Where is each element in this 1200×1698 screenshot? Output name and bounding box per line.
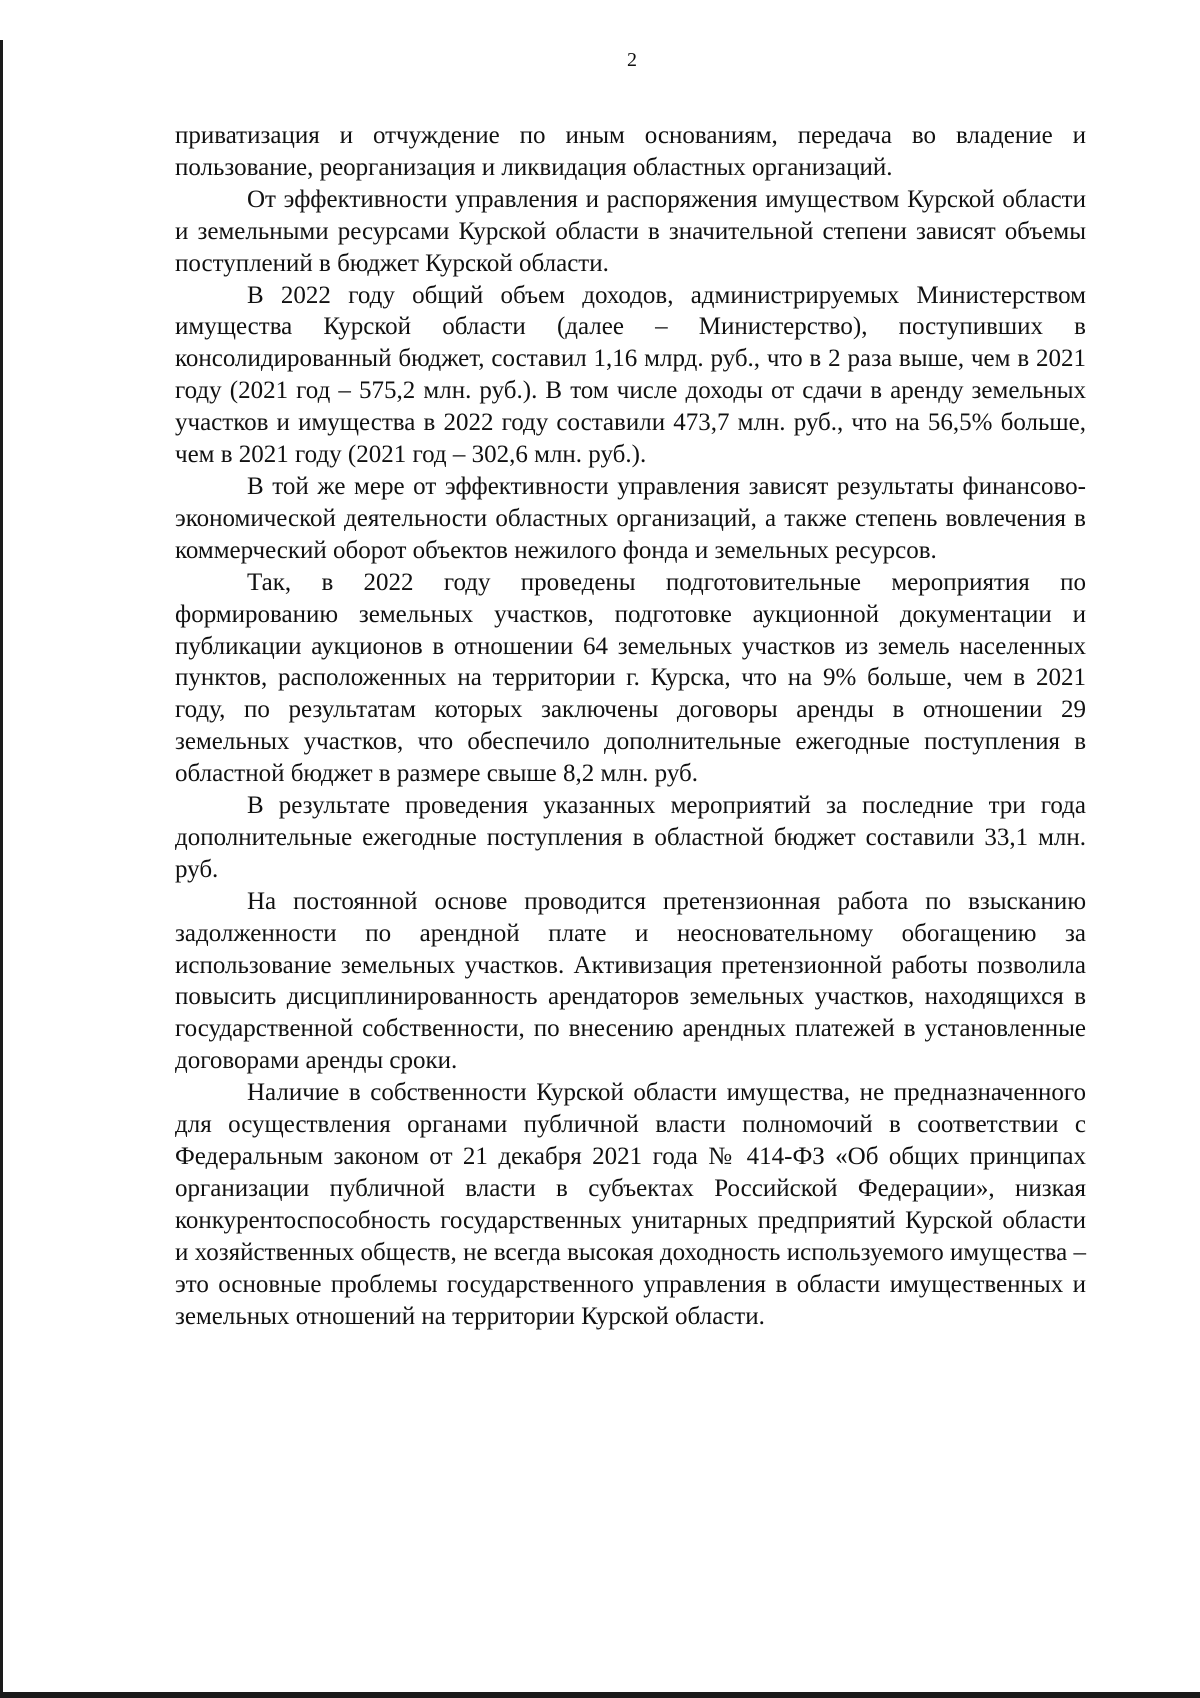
paragraph-claims-work: На постоянной основе проводится претензионная работа по взысканию задолженности по арендной плате и неосновательному обогащению за использование земельных участков. Активизация претензионной работы позволила повысить дисциплинированность арендаторов земельных участков, находящихся в государственной собственности, по внесению арендных платежей в установленные договорами аренды сроки. <box>175 887 1086 1075</box>
paragraph-continuation: приватизация и отчуждение по иным основаниям, передача во владение и пользование, реорганизация и ликвидация областных организаций. <box>175 122 1086 181</box>
paragraph-land-auctions: Так, в 2022 году проведены подготовительные мероприятия по формированию земельных участков, подготовке аукционной документации и публикации аукционов в отношении 64 земельных участков из земель населенных пунктов, расположенных на территории г. Курска, что на 9% больше, чем в 2021 году, по результатам которых заключены договоры аренды в отношении 29 земельных участков, что обеспечило дополнительные ежегодные поступления в областной бюджет в размере свыше 8,2 млн. руб. <box>175 568 1086 788</box>
paragraph-three-year-results: В результате проведения указанных мероприятий за последние три года дополнительные ежегодные поступления в областной бюджет составили 33,1 млн. руб. <box>175 792 1086 883</box>
scan-edge-left <box>0 40 3 1698</box>
page-number: 2 <box>627 49 637 71</box>
paragraph-organizations-results: В той же мере от эффективности управления зависят результаты финансово-экономической деятельности областных организаций, а также степень вовлечения в коммерческий оборот объектов нежилого фонда и земельных ресурсов. <box>175 472 1086 564</box>
scan-edge-bottom <box>0 1692 1200 1698</box>
document-body <box>175 120 1086 1332</box>
paragraph-main-problems: Наличие в собственности Курской области имущества, не предназначенного для осуществления органами публичной власти полномочий в соответствии с Федеральным законом от 21 декабря 2021 года № 414-ФЗ «Об общих принципах организации публичной власти в субъектах Российской Федерации», низкая конкурентоспособность государственных унитарных предприятий Курской области и хозяйственных обществ, не всегда высокая доходность используемого имущества – это основные проблемы государственного управления в области имущественных и земельных отношений на территории Курской области. <box>175 1079 1086 1330</box>
paragraph-property-management: От эффективности управления и распоряжения имуществом Курской области и земельными ресурсами Курской области в значительной степени зависят объемы поступлений в бюджет Курской области. <box>175 185 1086 277</box>
paragraph-2022-revenue: В 2022 году общий объем доходов, администрируемых Министерством имущества Курской области (далее – Министерство), поступивших в консолидированный бюджет, составил 1,16 млрд. руб., что в 2 раза выше, чем в 2021 году (2021 год – 575,2 млн. руб.). В том числе доходы от сдачи в аренду земельных участков и имущества в 2022 году составили 473,7 млн. руб., что на 56,5% больше, чем в 2021 году (2021 год – 302,6 млн. руб.). <box>175 281 1086 469</box>
